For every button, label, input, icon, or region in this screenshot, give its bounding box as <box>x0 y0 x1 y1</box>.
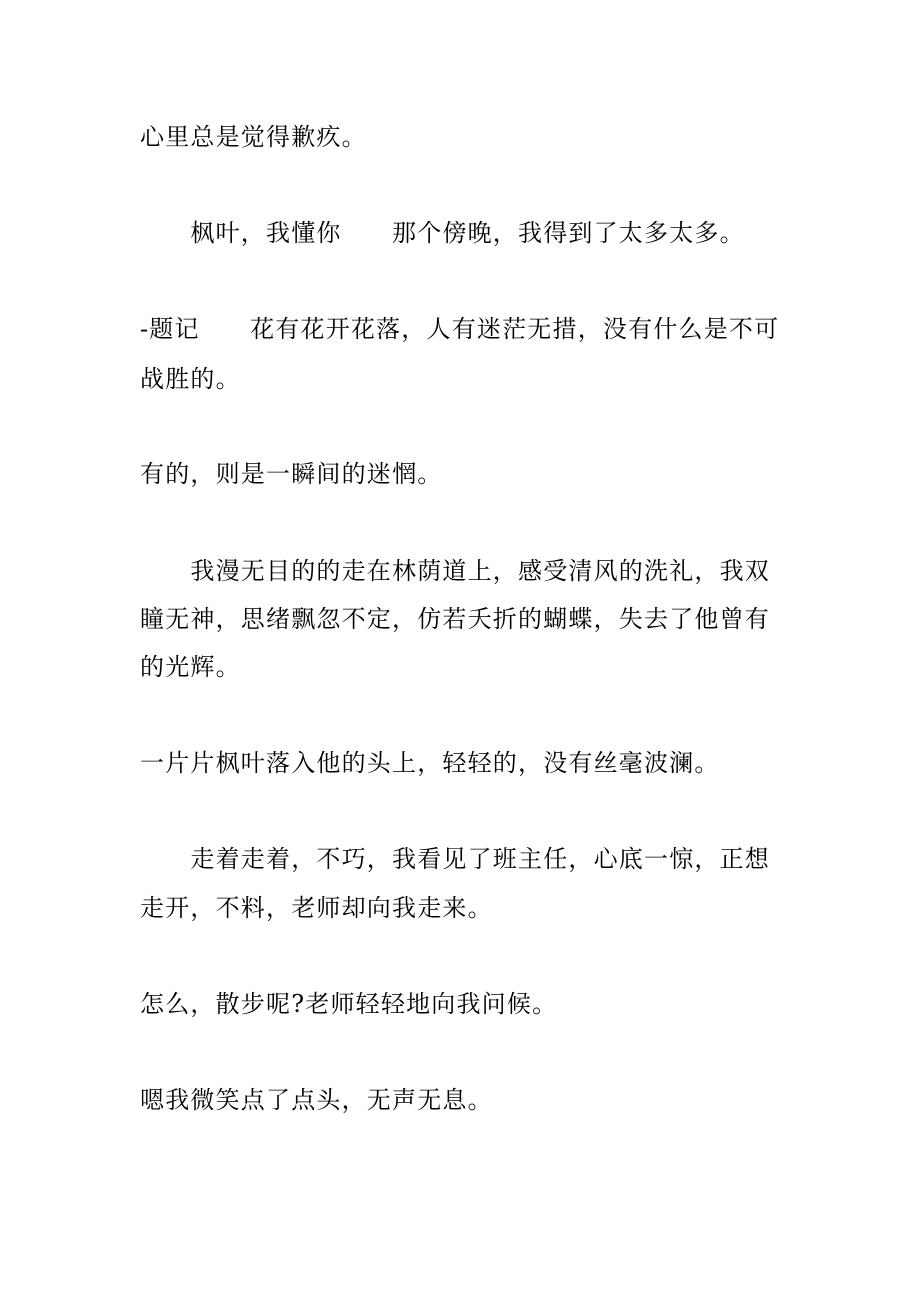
text-line: 一片片枫叶落入他的头上，轻轻的，没有丝毫波澜。 <box>140 749 720 777</box>
text-line: 有的，则是一瞬间的迷惘。 <box>140 460 443 488</box>
text-line: 枫叶，我懂你 那个傍晚，我得到了太多太多。 <box>140 219 745 247</box>
text-line: 的光辉。 <box>140 653 241 681</box>
text-line: 心里总是觉得歉疚。 <box>140 123 367 151</box>
text-line: -题记 花有花开花落，人有迷茫无措，没有什么是不可 <box>140 315 780 343</box>
text-line: 走着走着，不巧，我看见了班主任，心底一惊，正想 <box>140 845 770 873</box>
text-line: 战胜的。 <box>140 365 241 393</box>
text-line: 嗯我微笑点了点头，无声无息。 <box>140 1086 493 1114</box>
text-line: 走开，不料，老师却向我走来。 <box>140 894 493 922</box>
text-line: 瞳无神，思绪飘忽不定，仿若夭折的蝴蝶，失去了他曾有 <box>140 605 770 633</box>
text-line: 怎么，散步呢?老师轻轻地向我问候。 <box>140 990 558 1018</box>
text-line: 我漫无目的的走在林荫道上，感受清风的洗礼，我双 <box>140 557 770 585</box>
